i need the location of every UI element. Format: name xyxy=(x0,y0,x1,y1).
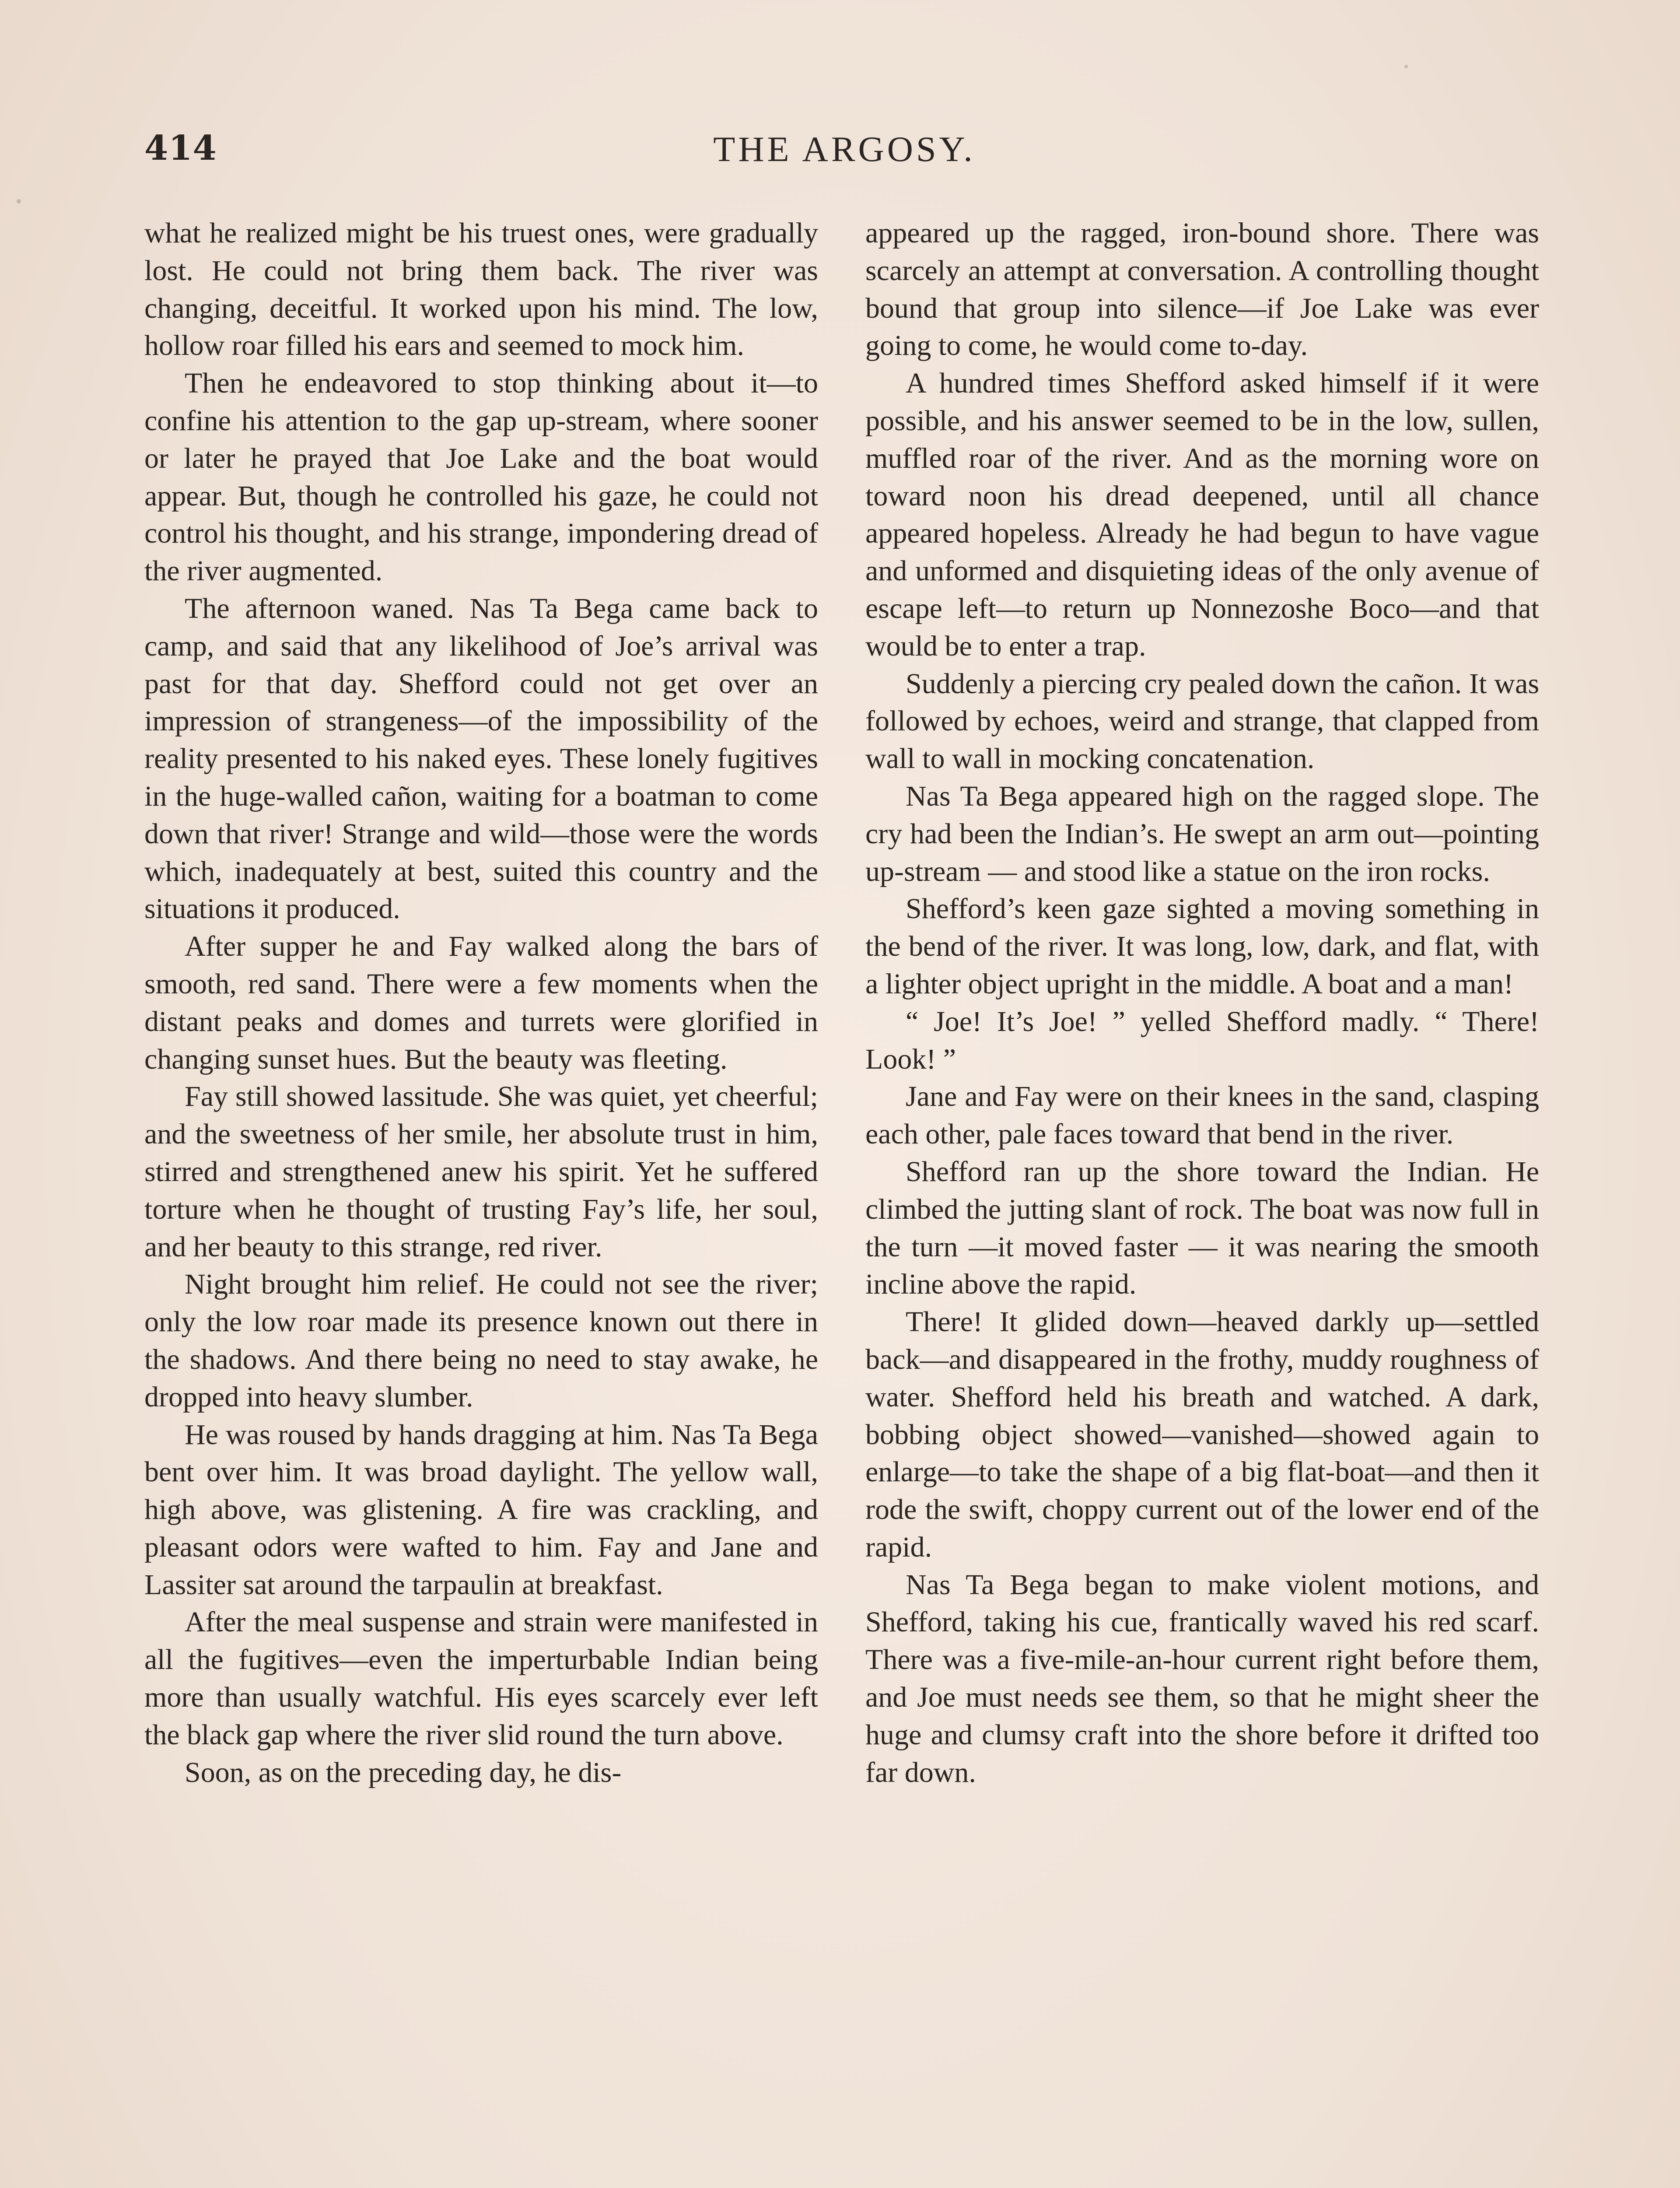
page-header xyxy=(144,128,1544,184)
paragraph: Fay still showed lassitude. She was quiet, yet cheerful; and the sweetness of her smile, her absolute trust in him, stirred and strengthened anew his spirit. Yet he suffered torture when he thought of trusting Fay’s life, her soul, and her beauty to this strange, red river. xyxy=(144,1080,818,1263)
paragraph: He was roused by hands dragging at him. Nas Ta Bega bent over him. It was broad daylight. The yellow wall, high above, was glistening. A fire was crackling, and pleasant odors were wafted to him. Fay and Jane and Lassiter sat around the tarpaulin at breakfast. xyxy=(144,1418,818,1601)
paragraph: Then he endeavored to stop thinking about it—to confine his attention to the gap up-stream, where sooner or later he prayed that Joe Lake and the boat would appear. But, though he controlled his gaze, he could not control his thought, and his strange, impondering dread of the river augmented. xyxy=(144,367,818,587)
left-text-column xyxy=(144,214,818,2188)
paragraph: Nas Ta Bega began to make violent motions, and Shefford, taking his cue, frantically waved his red scarf. There was a five-mile-an-hour current right before them, and Joe must needs see them, so that he might sheer the huge and clumsy craft into the shore before it drifted too far down. xyxy=(865,1568,1539,1788)
paragraph: what he realized might be his truest ones, were gradually lost. He could not bring them back. The river was changing, deceitful. It worked upon his mind. The low, hollow roar filled his ears and seemed to mock him. xyxy=(144,217,818,362)
running-head: THE ARGOSY. xyxy=(713,129,976,169)
paragraph: The afternoon waned. Nas Ta Bega came back to camp, and said that any likelihood of Joe’s arrival was past for that day. Shefford could not get over an impression of strangeness—of the impossibility of the reality presented to his naked eyes. These lonely fugitives in the huge-walled cañon, waiting for a boatman to come down that river! Strange and wild—those were the words which, inadequately at best, suited this country and the situations it produced. xyxy=(144,592,818,925)
paragraph: After the meal suspense and strain were manifested in all the fugitives—even the imperturbable Indian being more than usually watchful. His eyes scarcely ever left the black gap where the river slid round the turn above. xyxy=(144,1606,818,1751)
paragraph: Jane and Fay were on their knees in the sand, clasping each other, pale faces toward that bend in the river. xyxy=(865,1080,1539,1150)
paragraph: “ Joe! It’s Joe! ” yelled Shefford madly. “ There! Look! ” xyxy=(865,1005,1539,1075)
paragraph: Suddenly a piercing cry pealed down the cañon. It was followed by echoes, weird and strange, that clapped from wall to wall in mocking concatenation. xyxy=(865,667,1539,775)
paragraph: Shefford’s keen gaze sighted a moving something in the bend of the river. It was long, low, dark, and flat, with a lighter object upright in the middle. A boat and a man! xyxy=(865,893,1539,1000)
paragraph: Nas Ta Bega appeared high on the ragged slope. The cry had been the Indian’s. He swept an arm out—pointing up-stream — and stood like a statue on the iron rocks. xyxy=(865,780,1539,887)
page-number: 414 xyxy=(144,128,217,168)
paragraph: Shefford ran up the shore toward the Indian. He climbed the jutting slant of rock. The boat was now full in the turn —it moved faster — it was nearing the smooth incline above the rapid. xyxy=(865,1155,1539,1301)
paragraph: appeared up the ragged, iron-bound shore. There was scarcely an attempt at conversation. A controlling thought bound that group into silence—if Joe Lake was ever going to come, he would come to-day. xyxy=(865,217,1539,362)
paragraph: After supper he and Fay walked along the bars of smooth, red sand. There were a few moments when the distant peaks and domes and turrets were glorified in changing sunset hues. But the beauty was fleeting. xyxy=(144,930,818,1075)
paragraph: Night brought him relief. He could not see the river; only the low roar made its presence known out there in the shadows. And there being no need to stay awake, he dropped into heavy slumber. xyxy=(144,1268,818,1413)
paragraph: Soon, as on the preceding day, he dis- xyxy=(185,1756,622,1788)
paper-fleck xyxy=(17,199,21,203)
paragraph: There! It glided down—heaved darkly up—settled back—and disappeared in the frothy, muddy roughness of water. Shefford held his breath and watched. A dark, bobbing object showed—vanished—showed again to enlarge—to take the shape of a big flat-boat—and then it rode the swift, choppy current out of the lower end of the rapid. xyxy=(865,1306,1539,1563)
paragraph: A hundred times Shefford asked himself if it were possible, and his answer seemed to be in the low, sullen, muffled roar of the river. And as the morning wore on toward noon his dread deepened, until all chance appeared hopeless. Already he had begun to have vague and unformed and disquieting ideas of the only avenue of escape left—to return up Nonnezoshe Boco—and that would be to enter a trap. xyxy=(865,367,1539,662)
right-text-column xyxy=(865,214,1539,2188)
paper-fleck xyxy=(1404,65,1408,68)
